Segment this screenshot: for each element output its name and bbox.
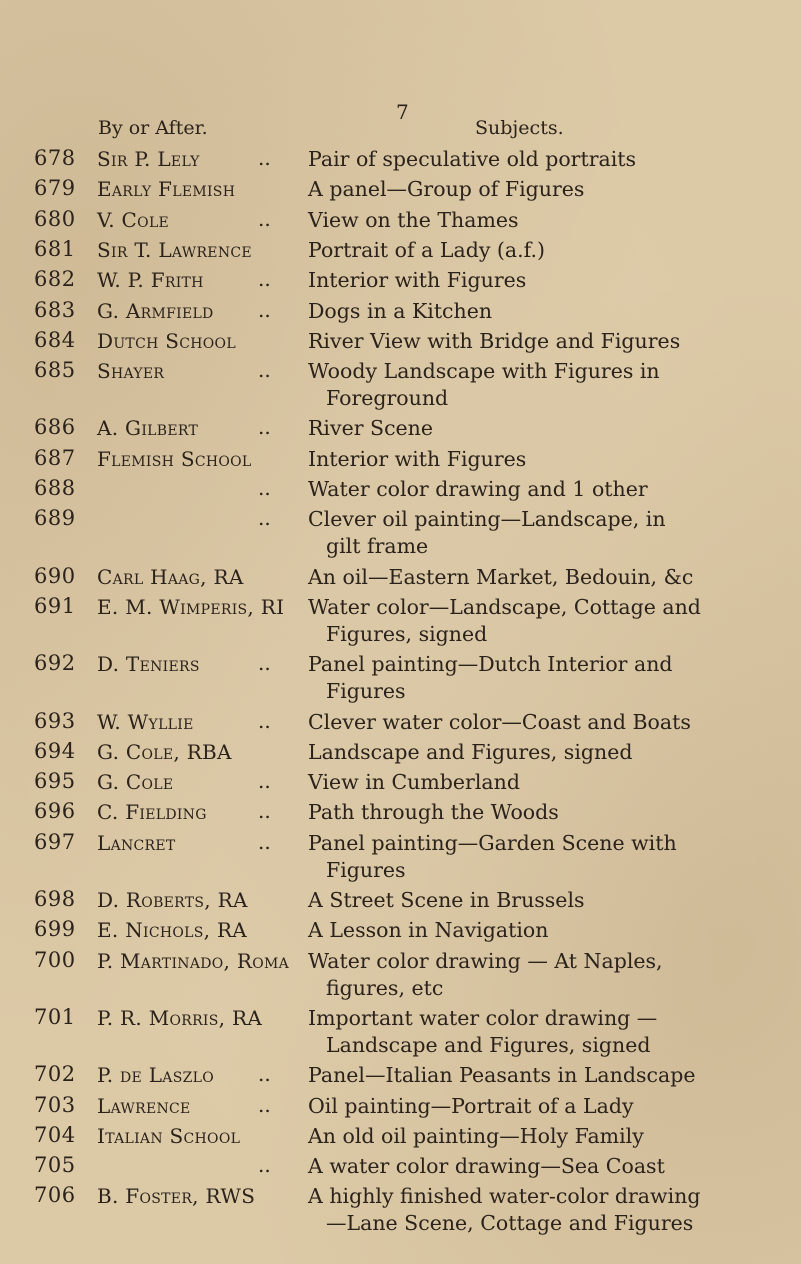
lot-separator: .. <box>258 1062 271 1087</box>
lot-separator: .. <box>258 829 271 854</box>
lot-subject-line: A water color drawing—Sea Coast <box>308 1154 665 1179</box>
lot-subject-line: Water color drawing — At Naples, <box>308 948 663 973</box>
lot-subject <box>308 1153 793 1180</box>
lot-subject-line: Interior with Figures <box>308 268 527 293</box>
lot-subject <box>308 799 793 826</box>
lot-subject-continuation: Foreground <box>326 386 449 411</box>
lot-number: 702 <box>34 1062 76 1087</box>
lot-subject <box>308 739 793 766</box>
lot-subject-line: Portrait of a Lady (a.f.) <box>308 237 546 262</box>
lot-artist: G. Cole, RBA <box>97 739 232 764</box>
lot-subject-continuation: gilt frame <box>326 534 429 559</box>
lot-artist: P. de Laszlo <box>97 1063 215 1088</box>
lot-subject-line: Panel—Italian Peasants in Landscape <box>308 1063 696 1088</box>
lot-subject <box>308 709 793 736</box>
lot-subject <box>308 298 793 325</box>
lot-subject-line: Water color drawing and 1 other <box>308 477 648 501</box>
lot-artist: G. Cole <box>97 770 174 795</box>
lot-subject <box>308 506 793 560</box>
lot-subject <box>308 769 793 796</box>
lot-artist: P. R. Morris, RA <box>97 1005 263 1030</box>
lot-subject-continuation: Figures <box>326 857 406 882</box>
lot-artist: Italian School <box>97 1123 241 1148</box>
lot-subject-line: River Scene <box>308 416 434 441</box>
lot-artist: Sir T. Lawrence <box>97 237 252 262</box>
header-by-or-after: By or After. <box>98 117 208 139</box>
lot-subject <box>308 328 793 355</box>
lot-number: 687 <box>34 445 76 470</box>
lot-subject <box>308 1005 793 1059</box>
lot-subject <box>308 207 793 234</box>
lot-number: 692 <box>34 651 76 676</box>
lot-subject <box>308 146 793 173</box>
lot-artist: W. P. Frith <box>97 268 204 293</box>
page-number: 7 <box>396 100 409 124</box>
lot-number: 704 <box>34 1122 76 1147</box>
lot-subject <box>308 358 793 412</box>
lot-subject-line: Pair of speculative old portraits <box>308 147 637 171</box>
lot-separator: .. <box>258 297 271 322</box>
lot-subject <box>308 1123 793 1150</box>
lot-number: 695 <box>34 769 76 794</box>
lot-number: 701 <box>34 1004 76 1029</box>
lot-subject-continuation: Figures <box>326 679 406 704</box>
lot-number: 694 <box>34 738 76 763</box>
lot-subject-continuation: Landscape and Figures, signed <box>326 1032 651 1057</box>
lot-subject-line: A Lesson in Navigation <box>308 918 549 943</box>
lot-number: 691 <box>34 593 76 618</box>
lot-number: 681 <box>34 236 76 261</box>
lot-artist: B. Foster, RWS <box>97 1184 256 1209</box>
lot-subject <box>308 1093 793 1120</box>
lot-subject-line: A highly finished water-color drawing <box>308 1184 701 1209</box>
lot-number: 699 <box>34 917 76 942</box>
header-subjects: Subjects. <box>475 117 564 139</box>
lot-separator: .. <box>258 799 271 824</box>
lot-subject-continuation: —Lane Scene, Cottage and Figures <box>326 1211 694 1236</box>
lot-subject-line: Oil painting—Portrait of a Lady <box>308 1093 634 1118</box>
lot-subject-line: View in Cumberland <box>308 770 520 795</box>
lot-subject <box>308 830 793 884</box>
lot-number: 689 <box>34 506 76 531</box>
lot-number: 684 <box>34 327 76 352</box>
lot-subject <box>308 948 793 1002</box>
lot-artist: Dutch School <box>97 328 236 353</box>
lot-separator: .. <box>258 267 271 292</box>
lot-subject-line: View on the Thames <box>308 207 519 232</box>
lot-artist: E. M. Wimperis, RI <box>97 594 285 619</box>
lot-number: 680 <box>34 206 76 231</box>
lot-number: 700 <box>34 947 76 972</box>
lot-artist: C. Fielding <box>97 800 207 825</box>
lot-artist: E. Nichols, RA <box>97 918 248 943</box>
lot-number: 703 <box>34 1092 76 1117</box>
lot-subject <box>308 1183 793 1237</box>
lot-separator: .. <box>258 651 271 676</box>
lot-subject-line: Important water color drawing — <box>308 1005 658 1030</box>
lot-number: 697 <box>34 829 76 854</box>
lot-subject-line: Panel painting—Garden Scene with <box>308 830 677 855</box>
lot-subject <box>308 476 793 503</box>
lot-number: 696 <box>34 799 76 824</box>
lot-artist: D. Teniers <box>97 652 200 677</box>
lot-subject-line: Water color—Landscape, Cottage and <box>308 594 701 619</box>
lot-subject <box>308 446 793 473</box>
lot-artist: Flemish School <box>97 446 252 471</box>
lot-artist: Lancret <box>97 830 176 855</box>
lot-subject <box>308 564 793 591</box>
lot-subject-line: Landscape and Figures, signed <box>308 739 633 764</box>
lot-number: 688 <box>34 476 76 500</box>
lot-number: 679 <box>34 176 76 201</box>
lot-artist: Carl Haag, RA <box>97 564 244 589</box>
lot-subject <box>308 237 793 264</box>
lot-separator: .. <box>258 1092 271 1117</box>
lot-artist: G. Armfield <box>97 298 214 323</box>
lot-artist: Shayer <box>97 359 165 384</box>
lot-subject-line: Clever water color—Coast and Boats <box>308 709 691 734</box>
lot-separator: .. <box>258 206 271 231</box>
lot-subject <box>308 1062 793 1089</box>
lot-artist: V. Cole <box>97 207 170 232</box>
lot-artist: Lawrence <box>97 1093 191 1118</box>
lot-subject-line: An old oil painting—Holy Family <box>308 1123 644 1148</box>
lot-separator: .. <box>258 708 271 733</box>
lot-subject-line: Clever oil painting—Landscape, in <box>308 507 666 532</box>
lot-subject-continuation: Figures, signed <box>326 621 488 646</box>
lot-subject-line: A panel—Group of Figures <box>308 177 585 202</box>
lot-separator: .. <box>258 358 271 383</box>
lot-subject <box>308 176 793 203</box>
lot-number: 686 <box>34 415 76 440</box>
lot-artist: P. Martinado, Roma <box>97 948 290 973</box>
lot-separator: .. <box>258 476 271 500</box>
lot-subject-continuation: figures, etc <box>326 975 444 1000</box>
lot-artist: A. Gilbert <box>97 416 199 441</box>
lot-subject-line: Dogs in a Kitchen <box>308 298 493 323</box>
lot-number: 698 <box>34 887 76 911</box>
lot-artist: W. Wyllie <box>97 709 194 734</box>
lot-number: 682 <box>34 267 76 292</box>
lot-subject-line: Woody Landscape with Figures in <box>308 359 660 384</box>
lot-number: 705 <box>34 1153 76 1178</box>
lot-separator: .. <box>258 415 271 440</box>
lot-subject-line: An oil—Eastern Market, Bedouin, &c <box>308 564 694 589</box>
lot-subject-line: Path through the Woods <box>308 800 559 825</box>
lot-separator: .. <box>258 769 271 794</box>
lot-subject-line: Interior with Figures <box>308 446 527 471</box>
lot-artist: Early Flemish <box>97 177 236 202</box>
lot-number: 683 <box>34 297 76 322</box>
lot-number: 685 <box>34 358 76 383</box>
lot-subject <box>308 917 793 944</box>
lot-subject <box>308 267 793 294</box>
lot-separator: .. <box>258 506 271 531</box>
lot-subject <box>308 887 793 914</box>
lot-subject <box>308 415 793 442</box>
lot-number: 690 <box>34 563 76 588</box>
lot-subject-line: A Street Scene in Brussels <box>308 888 585 912</box>
lot-separator: .. <box>258 1153 271 1178</box>
lot-subject-line: River View with Bridge and Figures <box>308 328 681 353</box>
lot-subject-line: Panel painting—Dutch Interior and <box>308 652 673 677</box>
lot-number: 678 <box>34 146 76 170</box>
lot-artist: D. Roberts, RA <box>97 888 248 912</box>
lot-separator: .. <box>258 146 271 170</box>
lot-number: 706 <box>34 1183 76 1208</box>
lot-artist: Sir P. Lely <box>97 147 200 171</box>
lot-subject <box>308 651 793 705</box>
lot-number: 693 <box>34 708 76 733</box>
lot-subject <box>308 594 793 648</box>
